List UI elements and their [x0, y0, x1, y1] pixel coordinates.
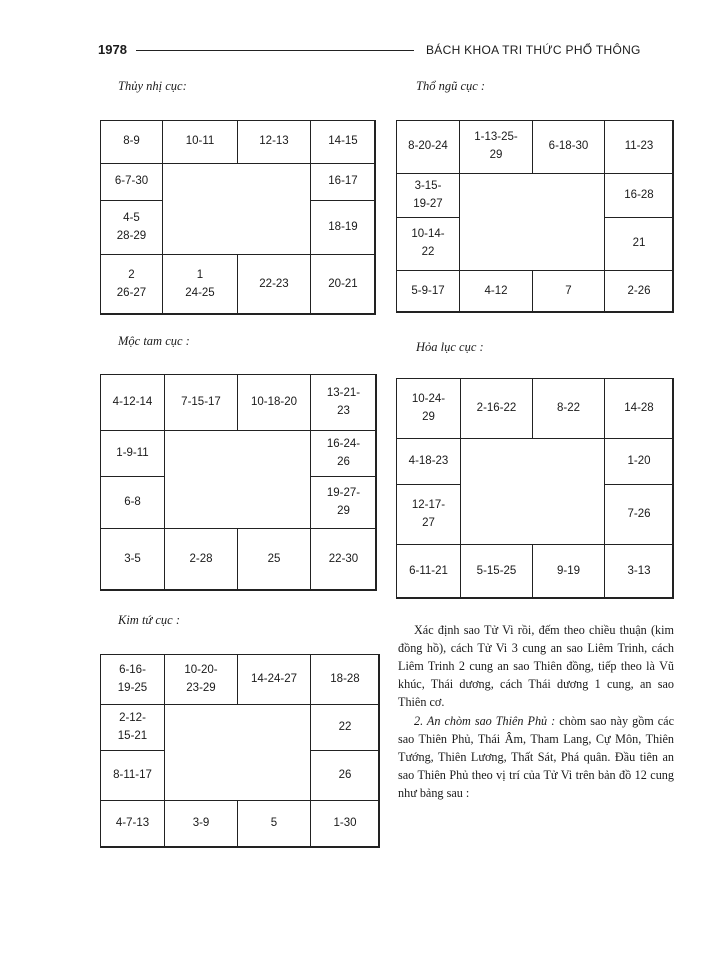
paragraph-tu-vi: Xác định sao Tử Vi rồi, đếm theo chiều thuận (kim đồng hồ), cách Tử Vi 3 cung an sao Liêm Trinh, cách Liêm Trinh 2 cung an sao Thiên đồng, tiếp theo là Vũ khúc, Thái dương, cách Thái dương 1 cung, an sao Thiên cơ.	[398, 623, 674, 709]
grid-cell: 6-11-21	[396, 544, 461, 599]
body-text	[398, 621, 674, 802]
grid-cell: 16-28	[604, 173, 674, 218]
grid-cell: 10-18-20	[237, 374, 311, 431]
grid-cell: 26	[310, 750, 380, 801]
grid-cell: 2 26-27	[100, 254, 163, 315]
grid-cell: 1-30	[310, 800, 380, 848]
grid-cell: 4-7-13	[100, 800, 165, 848]
grid-cell: 14-28	[604, 378, 674, 439]
caption-tho-ngu-cuc: Thổ ngũ cục :	[416, 79, 486, 93]
grid-cell: 5-9-17	[396, 270, 460, 313]
caption-kim-tu-cuc: Kim tứ cục :	[118, 613, 181, 627]
grid-cell: 21	[604, 217, 674, 271]
caption-moc-tam-cuc: Mộc tam cục :	[118, 334, 190, 348]
grid-cell: 8-9	[100, 120, 163, 164]
grid-cell: 12-17- 27	[396, 484, 461, 545]
grid-cell: 9-19	[532, 544, 605, 599]
grid-cell: 16-17	[310, 163, 376, 201]
grid-cell: 12-13	[237, 120, 311, 164]
grid-cell: 18-28	[310, 654, 380, 705]
grid-cell: 6-7-30	[100, 163, 163, 201]
grid-cell: 10-24- 29	[396, 378, 461, 439]
grid-cell: 6-8	[100, 476, 165, 529]
paragraph-heading: 2. An chòm sao Thiên Phủ :	[414, 714, 556, 728]
paragraph-body: chòm sao này gồm các sao Thiên Phủ, Thái Âm, Tham Lang, Cự Môn, Thiên Tướng, Thiên Lương, Thất Sát, Phá quân. Đầu tiên an sao Thiên Phủ theo vị trí của Tử Vi trên bản đồ 12 cung như bảng sau :	[398, 714, 674, 800]
grid-cell: 7-26	[604, 484, 674, 545]
grid-cell: 2-28	[164, 528, 238, 591]
grid-cell: 2-26	[604, 270, 674, 313]
grid-cell: 5-15-25	[460, 544, 533, 599]
grid-cell: 1-13-25- 29	[459, 120, 533, 174]
grid-cell: 2-12- 15-21	[100, 704, 165, 751]
header-rule	[136, 50, 414, 51]
grid-cell: 11-23	[604, 120, 674, 174]
grid-cell: 4-12	[459, 270, 533, 313]
grid-cell: 3-9	[164, 800, 238, 848]
grid-cell: 3-5	[100, 528, 165, 591]
caption-hoa-luc-cuc: Hỏa lục cục :	[416, 340, 484, 354]
grid-cell: 8-22	[532, 378, 605, 439]
grid-tho-ngu-cuc	[396, 120, 673, 312]
caption-thuy-nhi-cuc: Thủy nhị cục:	[118, 79, 187, 93]
grid-cell: 2-16-22	[460, 378, 533, 439]
grid-cell: 4-18-23	[396, 438, 461, 485]
grid-thuy-nhi-cuc	[100, 120, 375, 314]
grid-cell: 18-19	[310, 200, 376, 255]
running-header: BÁCH KHOA TRI THỨC PHỔ THÔNG	[426, 43, 641, 57]
grid-cell: 14-24-27	[237, 654, 311, 705]
page-number: 1978	[98, 42, 127, 57]
grid-cell: 16-24- 26	[310, 430, 377, 477]
grid-cell: 14-15	[310, 120, 376, 164]
grid-cell: 6-16- 19-25	[100, 654, 165, 705]
grid-cell: 8-20-24	[396, 120, 460, 174]
grid-cell: 7	[532, 270, 605, 313]
grid-cell: 13-21- 23	[310, 374, 377, 431]
grid-cell: 8-11-17	[100, 750, 165, 801]
grid-cell: 25	[237, 528, 311, 591]
grid-cell: 19-27- 29	[310, 476, 377, 529]
grid-cell: 1-9-11	[100, 430, 165, 477]
grid-cell: 3-15- 19-27	[396, 173, 460, 218]
grid-cell: 10-20- 23-29	[164, 654, 238, 705]
grid-cell: 22	[310, 704, 380, 751]
grid-cell: 3-13	[604, 544, 674, 599]
grid-hoa-luc-cuc	[396, 378, 673, 598]
grid-cell: 1 24-25	[162, 254, 238, 315]
grid-cell: 10-11	[162, 120, 238, 164]
grid-cell: 10-14- 22	[396, 217, 460, 271]
grid-cell: 22-30	[310, 528, 377, 591]
grid-cell: 1-20	[604, 438, 674, 485]
grid-cell: 22-23	[237, 254, 311, 315]
grid-cell: 4-5 28-29	[100, 200, 163, 255]
grid-kim-tu-cuc	[100, 654, 379, 847]
grid-moc-tam-cuc	[100, 374, 376, 590]
grid-cell: 5	[237, 800, 311, 848]
grid-cell: 20-21	[310, 254, 376, 315]
grid-cell: 7-15-17	[164, 374, 238, 431]
grid-cell: 6-18-30	[532, 120, 605, 174]
paragraph-thien-phu	[398, 712, 674, 802]
grid-cell: 4-12-14	[100, 374, 165, 431]
